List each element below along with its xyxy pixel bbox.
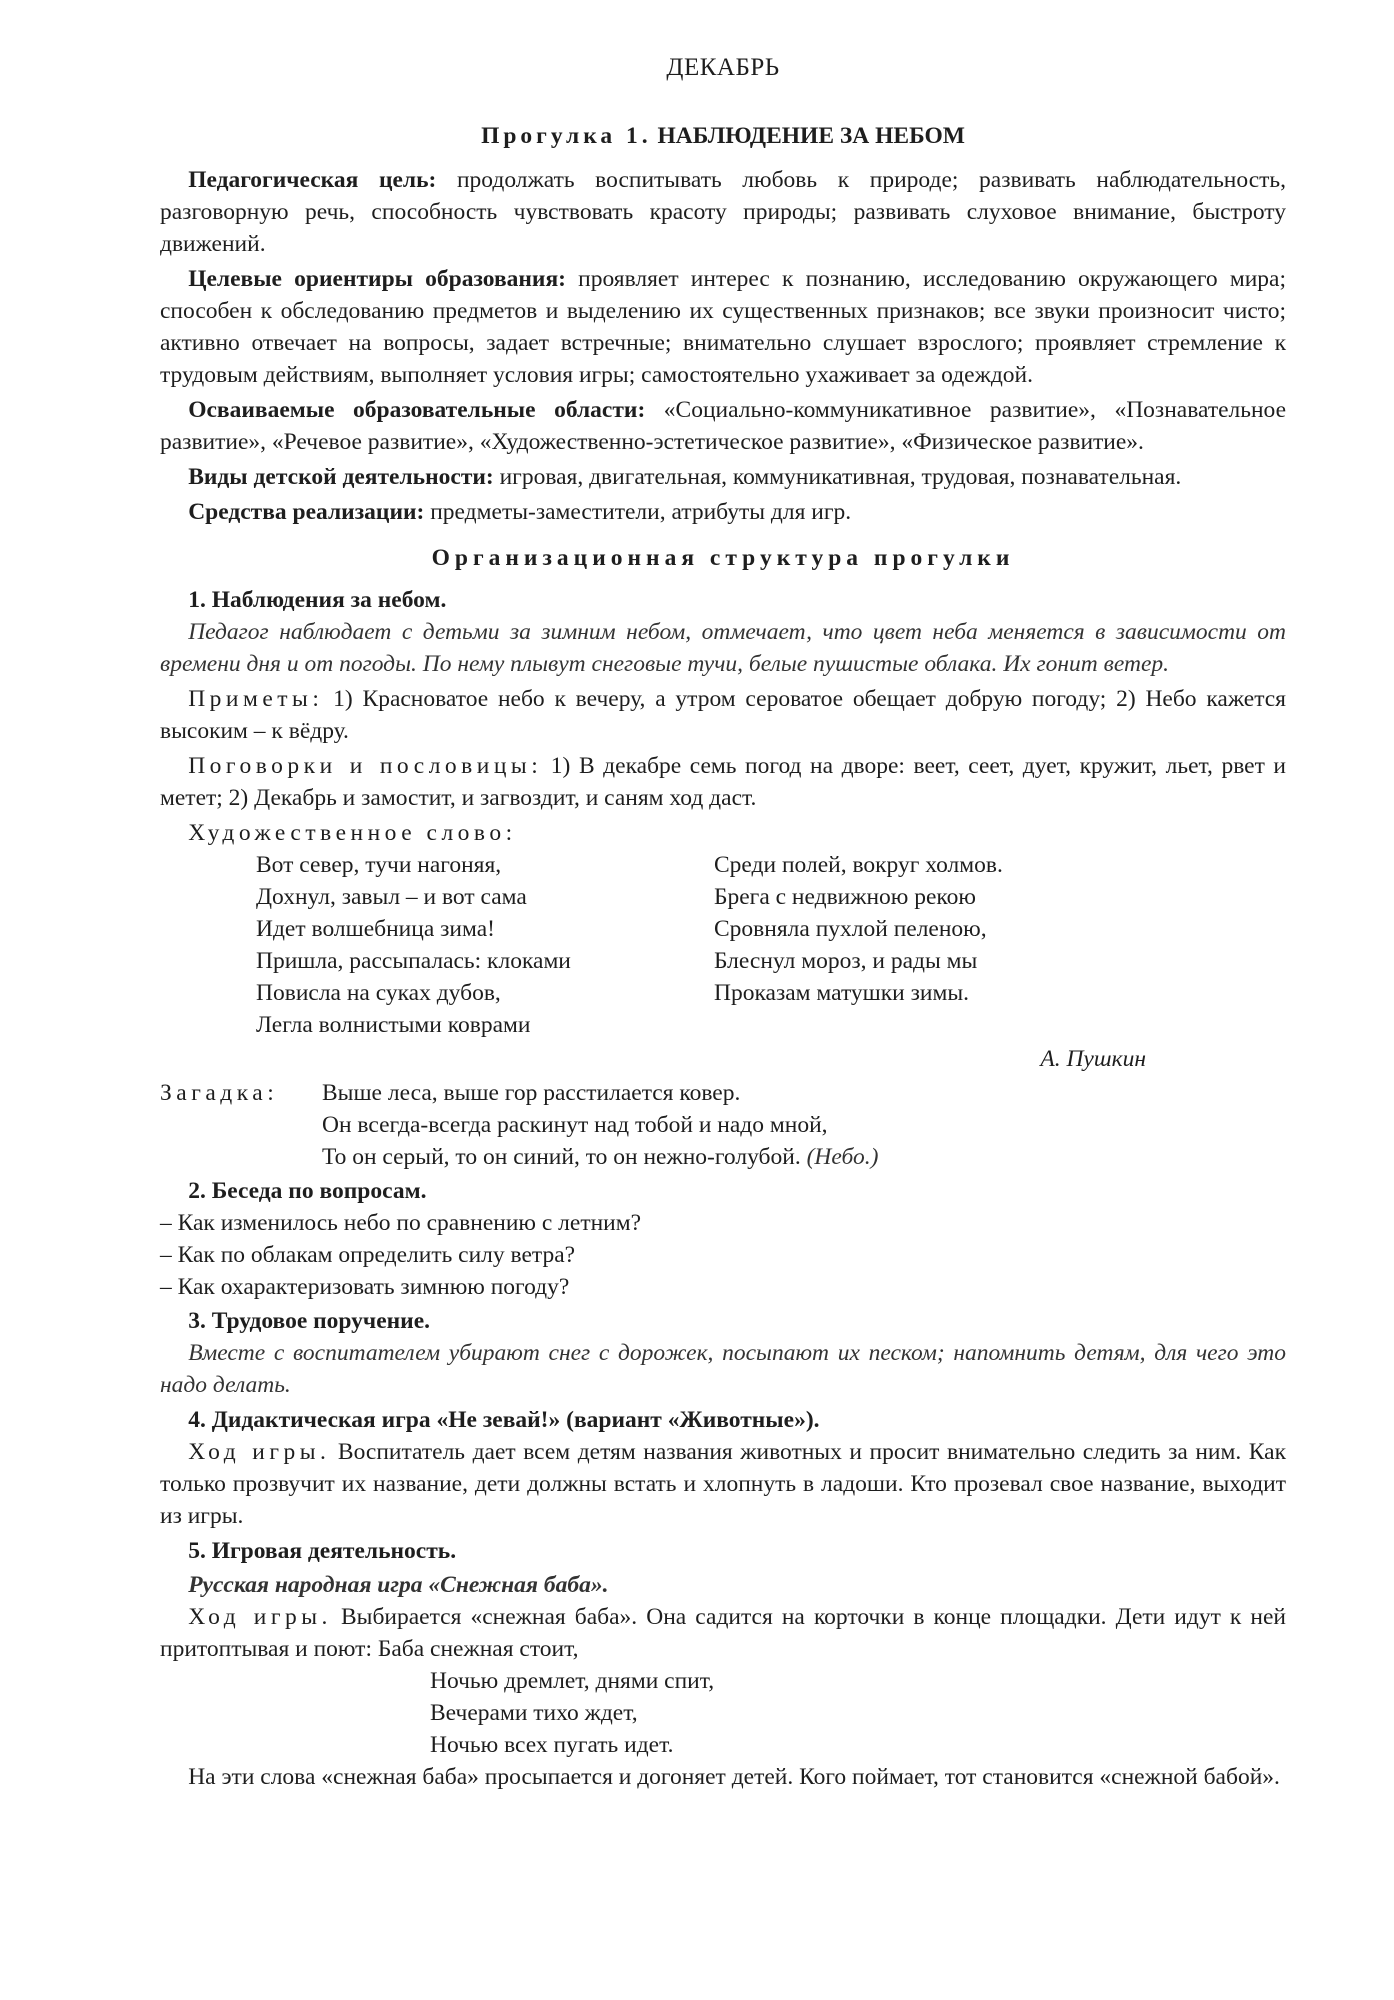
song-line: Вечерами тихо ждет, bbox=[430, 1700, 638, 1726]
poem-line: Среди полей, вокруг холмов. bbox=[714, 852, 1003, 878]
poem-right-column bbox=[714, 849, 1172, 1041]
meta-goal-text: продолжать воспитывать любовь к природе; развивать наблюдательность, разговорную речь, способность чувствовать красоту природы; развивать слуховое внимание, быстроту движений. bbox=[160, 167, 1286, 257]
meta-targets-text: проявляет интерес к познанию, исследованию окружающего мира; способен к обследованию предметов и выделению их существенных признаков; все звуки произносит чисто; активно отвечает на вопросы, задает встречные; внимательно слушает взрослого; проявляет стремление к трудовым действиям, выполняет условия игры; самостоятельно ухаживает за одеждой. bbox=[160, 266, 1286, 388]
poem-author: А. Пушкин bbox=[1040, 1046, 1146, 1072]
meta-means bbox=[160, 496, 1286, 528]
s1-word-label: Художественное слово: bbox=[188, 820, 517, 846]
s3-heading: 3. Трудовое поручение. bbox=[188, 1308, 431, 1334]
s1-signs-label: Приметы: bbox=[188, 686, 324, 712]
riddle-line-last: То он серый, то он синий, то он нежно-голубой. (Небо.) bbox=[322, 1144, 879, 1170]
poem-line: Повисла на суках дубов, bbox=[256, 980, 501, 1006]
poem-line: Вот север, тучи нагоняя, bbox=[256, 852, 502, 878]
song bbox=[430, 1665, 1286, 1761]
meta-targets-label: Целевые ориентиры образования: bbox=[188, 266, 566, 292]
poem bbox=[256, 849, 1286, 1041]
meta-means-label: Средства реализации: bbox=[188, 499, 425, 525]
meta-activities bbox=[160, 461, 1286, 493]
s5-text: Ход игры. Выбирается «снежная баба». Она садится на корточки в конце площадки. Дети идут к ней притоптывая и поют: Баба снежная стоит, bbox=[160, 1604, 1286, 1662]
s2-questions bbox=[160, 1207, 1286, 1303]
s2-heading: 2. Беседа по вопросам. bbox=[188, 1178, 427, 1204]
s1-proverbs-text: 1) В декабре семь погод на дворе: веет, сеет, дует, кружит, льет, рвет и метет; 2) Декабрь и замостит, и загвоздит, и саням ход даст. bbox=[160, 753, 1286, 811]
riddle-line: Он всегда-всегда раскинут над тобой и надо мной, bbox=[322, 1112, 828, 1138]
s1-proverbs bbox=[160, 750, 1286, 814]
riddle bbox=[160, 1077, 1286, 1173]
poem-line: Брега с недвижною рекою bbox=[714, 884, 976, 910]
s1-signs-text: 1) Красноватое небо к вечеру, а утром сероватое обещает добрую погоду; 2) Небо кажется высоким – к вёдру. bbox=[160, 686, 1286, 744]
meta-goal-label: Педагогическая цель: bbox=[188, 167, 437, 193]
structure-title: Организационная структура прогулки bbox=[431, 545, 1015, 571]
s4-heading: 4. Дидактическая игра «Не зевай!» (вариант «Животные»). bbox=[188, 1407, 820, 1433]
riddle-lines bbox=[322, 1077, 878, 1173]
poem-left-column bbox=[256, 849, 714, 1041]
poem-line: Пришла, рассыпалась: клоками bbox=[256, 948, 571, 974]
meta-activities-label: Виды детской деятельности: bbox=[188, 464, 494, 490]
s5-ending: На эти слова «снежная баба» просыпается и догоняет детей. Кого поймает, тот становится «снежной бабой». bbox=[188, 1764, 1280, 1790]
walk-title bbox=[160, 120, 1286, 152]
riddle-label: Загадка: bbox=[160, 1080, 279, 1106]
s1-intro: Педагог наблюдает с детьми за зимним небом, отмечает, что цвет неба меняется в зависимости от времени дня и от погоды. По нему плывут снеговые тучи, белые пушистые облака. Их гонит ветер. bbox=[160, 619, 1286, 677]
meta-areas-text: «Социально-коммуникативное развитие», «Познавательное развитие», «Речевое развитие», «Художественно-эстетическое развитие», «Физическое развитие». bbox=[160, 397, 1287, 455]
s4-label: Ход игры. bbox=[188, 1439, 331, 1465]
question: – Как по облакам определить силу ветра? bbox=[160, 1242, 576, 1268]
meta-goal bbox=[160, 164, 1286, 260]
s3-text: Вместе с воспитателем убирают снег с дорожек, посыпают их песком; напомнить детям, для чего это надо делать. bbox=[160, 1340, 1286, 1398]
meta-areas bbox=[160, 394, 1286, 458]
poem-line: Проказам матушки зимы. bbox=[714, 980, 970, 1006]
s1-proverbs-label: Поговорки и пословицы: bbox=[188, 753, 543, 779]
riddle-line: Выше леса, выше гор расстилается ковер. bbox=[322, 1080, 741, 1106]
s1-heading: 1. Наблюдения за небом. bbox=[188, 587, 447, 613]
s5-heading: 5. Игровая деятельность. bbox=[188, 1538, 457, 1564]
question: – Как изменилось небо по сравнению с летним? bbox=[160, 1210, 642, 1236]
poem-line: Идет волшебница зима! bbox=[256, 916, 495, 942]
s5-subheading: Русская народная игра «Снежная баба». bbox=[188, 1572, 609, 1598]
poem-line: Блеснул мороз, и рады мы bbox=[714, 948, 978, 974]
meta-activities-text: игровая, двигательная, коммуникативная, трудовая, познавательная. bbox=[493, 464, 1182, 490]
walk-title-prefix: Прогулка 1. bbox=[481, 123, 652, 149]
meta-areas-label: Осваиваемые образовательные области: bbox=[188, 397, 646, 423]
song-line: Ночью всех пугать идет. bbox=[430, 1732, 674, 1758]
walk-title-name: НАБЛЮДЕНИЕ ЗА НЕБОМ bbox=[657, 123, 965, 149]
poem-line: Легла волнистыми коврами bbox=[256, 1012, 531, 1038]
riddle-answer: (Небо.) bbox=[806, 1144, 879, 1170]
meta-targets bbox=[160, 263, 1286, 391]
month-header: ДЕКАБРЬ bbox=[666, 54, 780, 81]
meta-means-text: предметы-заместители, атрибуты для игр. bbox=[424, 499, 852, 525]
song-line: Ночью дремлет, днями спит, bbox=[430, 1668, 715, 1694]
s4-text: Ход игры. Воспитатель дает всем детям названия животных и просит внимательно следить за ним. Как только прозвучит их название, дети должны встать и хлопнуть в ладоши. Кто прозевал свое название, выходит из игры. bbox=[160, 1439, 1286, 1529]
s5-label: Ход игры. bbox=[188, 1604, 332, 1630]
s1-signs bbox=[160, 683, 1286, 747]
poem-line: Дохнул, завыл – и вот сама bbox=[256, 884, 527, 910]
question: – Как охарактеризовать зимнюю погоду? bbox=[160, 1274, 570, 1300]
poem-line: Сровняла пухлой пеленою, bbox=[714, 916, 987, 942]
